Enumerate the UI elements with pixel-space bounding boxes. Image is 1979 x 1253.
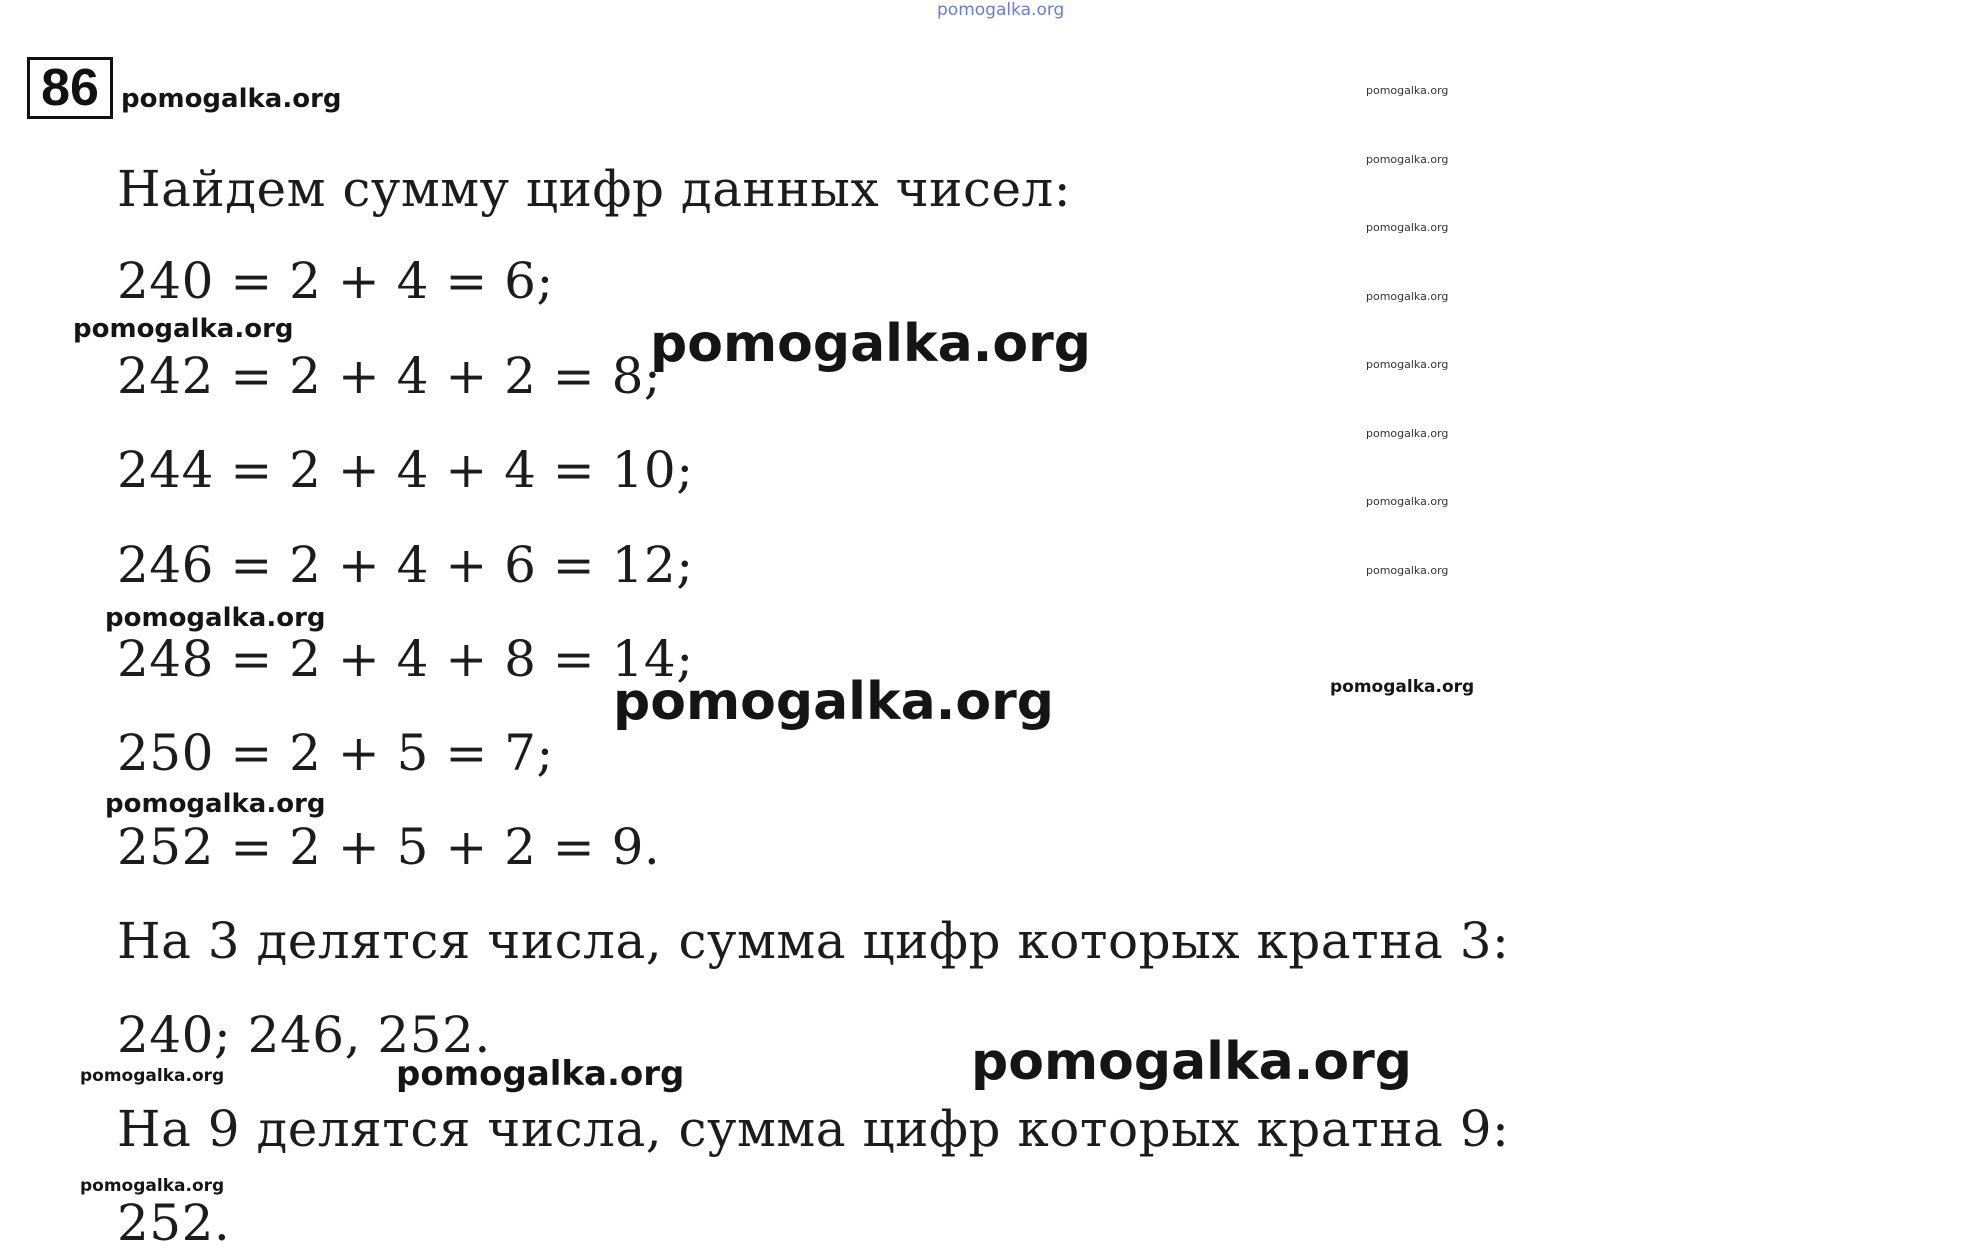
divisible-by-3-answer: 240; 246, 252. xyxy=(117,1006,491,1064)
equation-250: 250 = 2 + 5 = 7; xyxy=(117,724,554,782)
watermark-header: pomogalka.org xyxy=(121,84,342,114)
watermark-column-1: pomogalka.org xyxy=(1366,84,1449,97)
watermark-right-small: pomogalka.org xyxy=(1330,677,1475,697)
watermark-column-3: pomogalka.org xyxy=(1366,221,1449,234)
equation-248: 248 = 2 + 4 + 8 = 14; xyxy=(117,630,694,688)
watermark-large-3: pomogalka.org xyxy=(971,1032,1413,1092)
intro-line: Найдем сумму цифр данных чисел: xyxy=(117,160,1072,218)
watermark-column-8: pomogalka.org xyxy=(1366,564,1449,577)
equation-252: 252 = 2 + 5 + 2 = 9. xyxy=(117,818,661,876)
watermark-left-3: pomogalka.org xyxy=(105,789,326,819)
watermark-column-4: pomogalka.org xyxy=(1366,290,1449,303)
watermark-mid: pomogalka.org xyxy=(396,1054,685,1094)
watermark-left-5: pomogalka.org xyxy=(80,1176,225,1196)
task-number-box: 86 xyxy=(27,57,113,119)
watermark-left-1: pomogalka.org xyxy=(73,314,294,344)
divisible-by-3-statement: На 3 делятся числа, сумма цифр которых кратна 3: xyxy=(117,912,1510,970)
equation-242: 242 = 2 + 4 + 2 = 8; xyxy=(117,347,662,405)
watermark-left-2: pomogalka.org xyxy=(105,603,326,633)
divisible-by-9-answer: 252. xyxy=(117,1194,231,1252)
watermark-column-6: pomogalka.org xyxy=(1366,427,1449,440)
watermark-large-1: pomogalka.org xyxy=(650,314,1092,374)
divisible-by-9-statement: На 9 делятся числа, сумма цифр которых кратна 9: xyxy=(117,1100,1510,1158)
watermark-left-4: pomogalka.org xyxy=(80,1066,225,1086)
watermark-column-2: pomogalka.org xyxy=(1366,153,1449,166)
equation-240: 240 = 2 + 4 = 6; xyxy=(117,252,554,310)
equation-244: 244 = 2 + 4 + 4 = 10; xyxy=(117,441,694,499)
equation-246: 246 = 2 + 4 + 6 = 12; xyxy=(117,536,694,594)
watermark-column-5: pomogalka.org xyxy=(1366,358,1449,371)
watermark-column-7: pomogalka.org xyxy=(1366,495,1449,508)
watermark-top: pomogalka.org xyxy=(937,0,1065,20)
watermark-large-2: pomogalka.org xyxy=(613,672,1055,732)
